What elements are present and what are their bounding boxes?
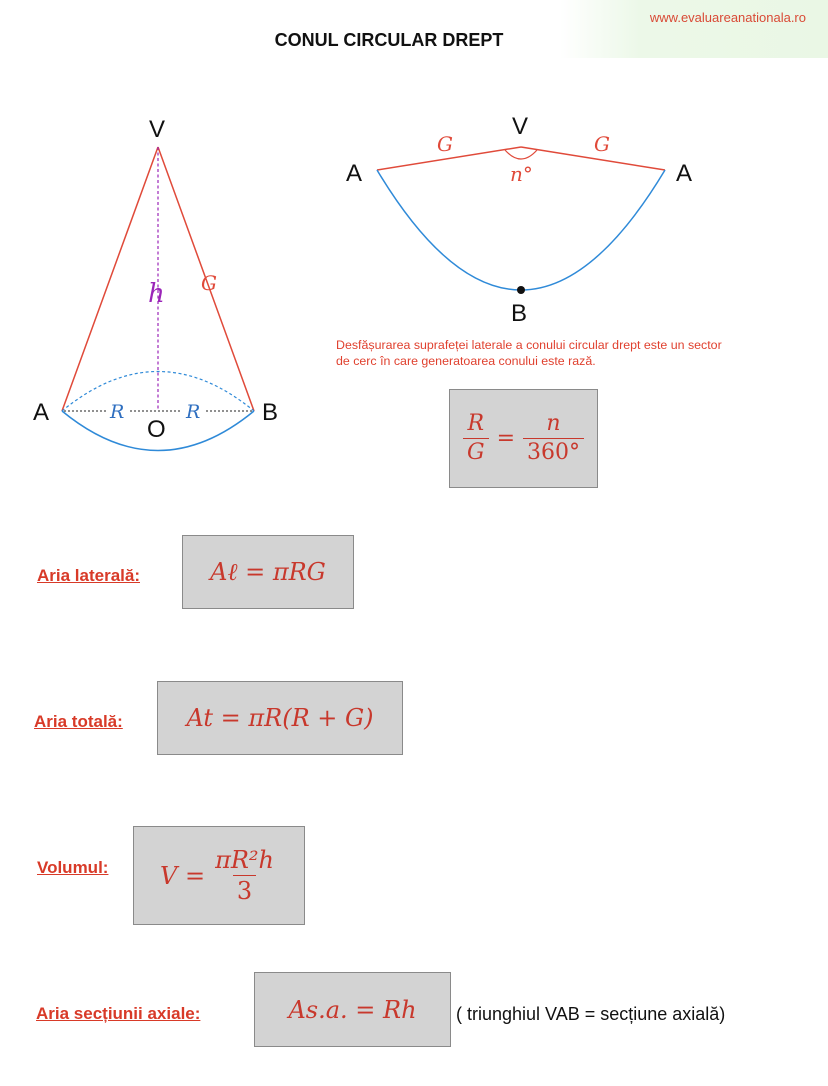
sector-point-b-label: B — [511, 300, 528, 327]
ratio-equals: = — [496, 426, 515, 451]
figures-svg — [0, 0, 828, 520]
cone-generatrix-label: G — [201, 271, 217, 295]
volume-lhs: V = — [160, 861, 206, 890]
total-area-formula-box — [157, 681, 403, 755]
cone-height-label: h — [148, 279, 165, 309]
lateral-area-label: Aria laterală: — [37, 566, 140, 585]
cone-vertex-label: V — [149, 116, 166, 143]
ratio-left-fraction — [463, 413, 489, 464]
site-url[interactable]: www.evaluareanationala.ro — [649, 10, 806, 25]
ratio-left-num: R — [467, 411, 485, 436]
axial-section-formula: As.a. = Rh — [288, 995, 417, 1024]
cone-radius-label-right: R — [186, 401, 201, 423]
volume-formula-box — [133, 826, 305, 925]
sector-point-b — [517, 286, 525, 294]
ratio-right-fraction — [523, 413, 584, 464]
axial-section-note: ( triunghiul VAB = secțiune axială) — [456, 1004, 726, 1024]
sector-point-a-right-label: A — [676, 160, 693, 187]
lateral-area-formula: Aℓ = πRG — [210, 557, 326, 586]
total-area-formula: At = πR(R + G) — [186, 704, 374, 732]
cone-figure — [33, 116, 278, 451]
page-title: CONUL CIRCULAR DREPT — [274, 30, 504, 50]
axial-section-label: Aria secțiunii axiale: — [36, 1004, 201, 1023]
volume-label: Volumul: — [37, 858, 109, 877]
ratio-formula-box — [449, 389, 598, 488]
sector-angle-label: n° — [510, 162, 533, 186]
lateral-area-formula-box — [182, 535, 354, 609]
volume-num: πR²h — [215, 846, 274, 874]
cone-point-a-label: A — [33, 399, 50, 426]
sector-point-a-left-label: A — [346, 160, 363, 187]
sector-angle-mark — [505, 150, 537, 159]
volume-fraction — [211, 848, 278, 903]
ratio-left-den: G — [463, 438, 489, 464]
sector-generatrix-left-label: G — [437, 132, 453, 156]
sector-generatrix-right-label: G — [594, 132, 610, 156]
cone-generatrix-left — [62, 147, 158, 411]
volume-den: 3 — [233, 875, 256, 903]
sector-figure — [346, 113, 692, 327]
ratio-right-num: n — [546, 411, 561, 436]
sector-arc — [377, 170, 665, 290]
development-note: Desfășurarea suprafeței laterale a conului circular drept este un sector de cerc în care generatoarea conului este rază. — [336, 338, 722, 368]
cone-center-label: O — [147, 416, 166, 443]
ratio-right-den: 360° — [523, 438, 584, 464]
sector-radius-right — [521, 147, 665, 170]
cone-point-b-label: B — [262, 399, 279, 426]
axial-section-formula-box — [254, 972, 451, 1047]
total-area-label: Aria totală: — [34, 712, 123, 731]
sector-vertex-label: V — [512, 113, 529, 140]
cone-radius-label-left: R — [110, 401, 125, 423]
